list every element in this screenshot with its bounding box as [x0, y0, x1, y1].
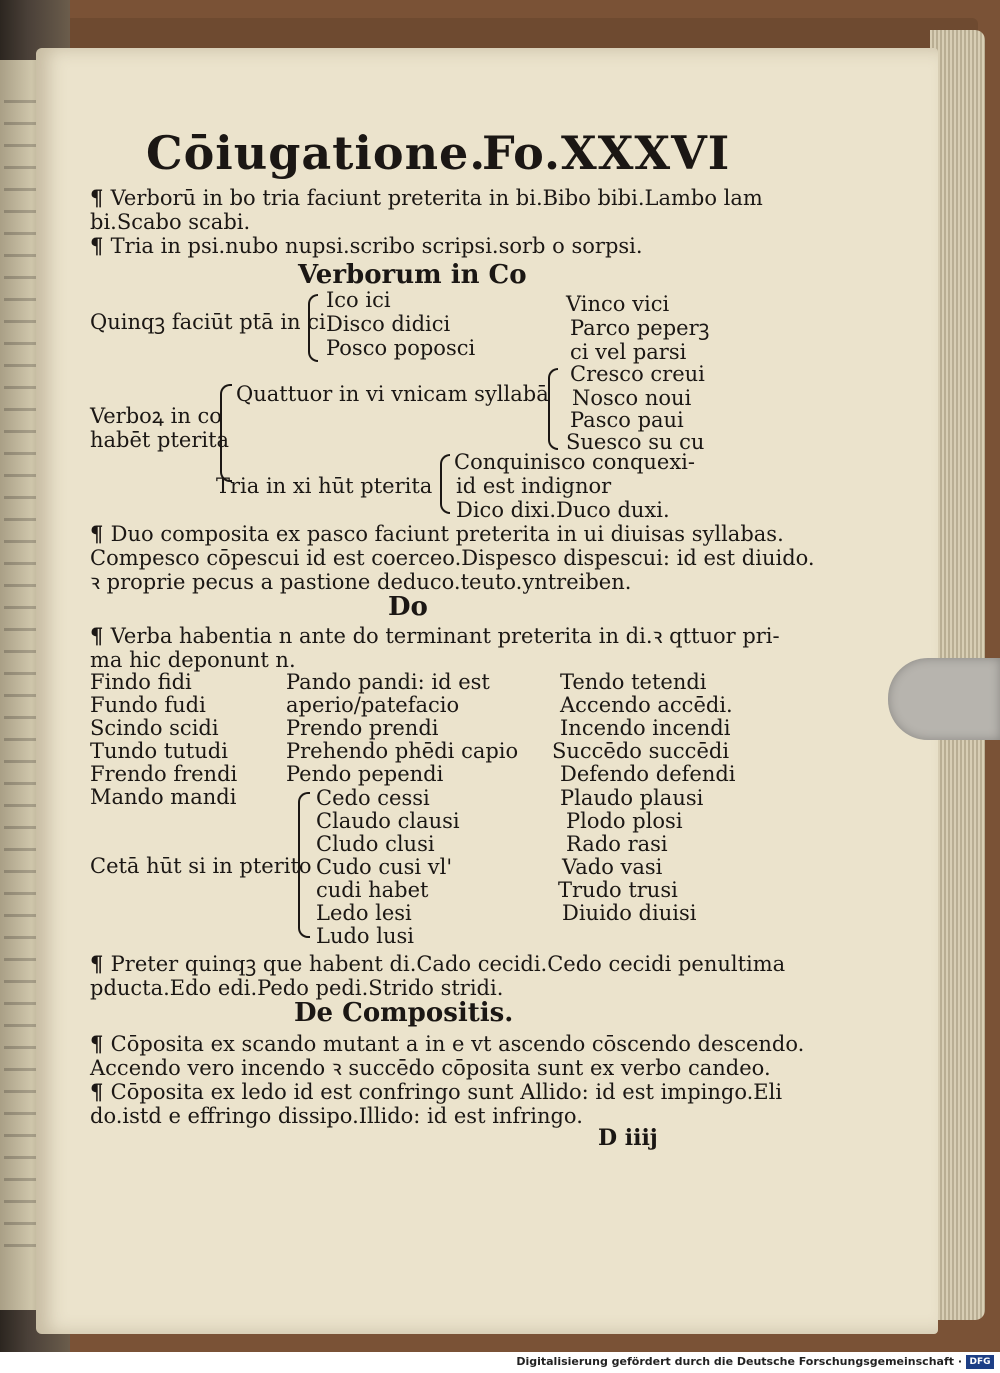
verb-form: Tendo tetendi — [560, 670, 707, 694]
table-label: habēt pterita — [90, 428, 230, 452]
verb-form: Suesco su cu — [566, 430, 705, 454]
funding-credit: Digitalisierung gefördert durch die Deutsche Forschungsgemeinschaft · — [516, 1355, 962, 1368]
text-line: ¶ Cōposita ex scando mutant a in e vt ascendo cōscendo descendo. — [90, 1031, 805, 1056]
verb-form: Posco poposci — [326, 336, 476, 360]
verb-form: Pasco paui — [570, 408, 684, 432]
verb-form: Claudo clausi — [316, 809, 460, 833]
verb-form: Cludo clusi — [316, 832, 435, 856]
verb-form: Vado vasi — [562, 855, 663, 879]
verb-form: id est indignor — [456, 474, 612, 498]
signature-mark: D iiij — [598, 1125, 658, 1151]
right-page — [36, 48, 938, 1334]
text-line: ¶ Verba habentia n ante do terminant preterita in di.ꝛ qttuor pri- — [90, 623, 780, 648]
text-line: do.istd e effringo dissipo.Illido: id est infringo. — [90, 1104, 583, 1128]
verb-form: Pendo pependi — [286, 762, 444, 786]
verb-form: Plodo plosi — [566, 809, 683, 833]
footer-bar — [0, 1352, 1000, 1373]
verb-form: Nosco noui — [572, 386, 692, 410]
section-heading: Verborum in Co — [298, 260, 527, 290]
verb-form: aperio/patefacio — [286, 693, 460, 717]
verb-form: Fundo fudi — [90, 693, 206, 717]
text-line: pducta.Edo edi.Pedo pedi.Strido stridi. — [90, 976, 504, 1000]
page-clip — [888, 658, 1000, 740]
text-line: ꝛ proprie pecus a pastione deduco.teuto.yntreiben. — [90, 570, 632, 594]
text-line: Accendo vero incendo ꝛ succēdo cōposita sunt ex verbo candeo. — [90, 1056, 771, 1080]
paragraph-mark-icon: ¶ — [90, 521, 111, 546]
paragraph-mark-icon: ¶ — [90, 185, 111, 210]
verb-form: Accendo accēdi. — [560, 693, 733, 717]
table-label: Quattuor in vi vnicam syllabā — [236, 382, 549, 406]
verb-form: Conquinisco conquexi- — [454, 450, 695, 474]
verb-form: Cudo cusi vl' — [316, 855, 453, 879]
text-line: ¶ Verborū in bo tria faciunt preterita in bi.Bibo bibi.Lambo lam — [90, 185, 763, 210]
running-header-folio: Fo.XXXVI — [482, 126, 731, 180]
verb-form: Incendo incendi — [560, 716, 731, 740]
verb-form: Cedo cessi — [316, 786, 430, 810]
verb-form: Frendo frendi — [90, 762, 238, 786]
verb-form: Mando mandi — [90, 785, 237, 809]
verb-form: Scindo scidi — [90, 716, 219, 740]
verb-form: Defendo defendi — [560, 762, 736, 786]
brace-icon — [548, 368, 558, 450]
verb-form: Diuido diuisi — [562, 901, 697, 925]
verb-form: Trudo trusi — [558, 878, 678, 902]
verb-form: Ico ici — [326, 288, 391, 312]
verb-form: ci vel parsi — [570, 340, 687, 364]
text-line: ma hic deponunt n. — [90, 648, 296, 672]
text-line: Compesco cōpescui id est coerceo.Dispesco dispescui: id est diuido. — [90, 546, 815, 570]
verb-form: Tundo tutudi — [90, 739, 228, 763]
paragraph-mark-icon: ¶ — [90, 951, 111, 976]
verb-form: Rado rasi — [566, 832, 668, 856]
text-line: ¶ Tria in psi.nubo nupsi.scribo scripsi.sorb o sorpsi. — [90, 233, 643, 258]
verb-form: Findo fidi — [90, 670, 192, 694]
verb-form: Pando pandi: id est — [286, 670, 490, 694]
verb-form: Prendo prendi — [286, 716, 439, 740]
table-label: Cetā hūt si in pterito — [90, 854, 312, 878]
text-line: ¶ Preter quinqꝫ que habent di.Cado cecidi.Cedo cecidi penultima — [90, 951, 786, 976]
verb-form: Prehendo phēdi capio — [286, 739, 519, 763]
verb-form: Ledo lesi — [316, 901, 412, 925]
paragraph-mark-icon: ¶ — [90, 1031, 111, 1056]
paragraph-mark-icon: ¶ — [90, 623, 111, 648]
brace-icon — [308, 294, 318, 362]
table-label: Quinqꝫ faciūt ptā in ci — [90, 310, 326, 334]
running-header-left: Cōiugatione. — [146, 126, 487, 180]
verb-form: Ludo lusi — [316, 924, 414, 948]
brace-icon — [440, 454, 450, 514]
section-heading: De Compositis. — [294, 998, 514, 1028]
verb-form: Plaudo plausi — [560, 786, 704, 810]
table-label: Verboꝝ in co — [90, 404, 222, 428]
verb-form: Dico dixi.Duco duxi. — [456, 498, 670, 522]
verb-form: Succēdo succēdi — [552, 739, 730, 763]
verb-form: Parco peperꝫ — [570, 316, 710, 340]
dfg-logo-icon: DFG — [966, 1355, 994, 1369]
verb-form: cudi habet — [316, 878, 429, 902]
text-line: ¶ Duo composita ex pasco faciunt preterita in ui diuisas syllabas. — [90, 521, 784, 546]
section-heading: Do — [388, 592, 428, 622]
verb-form: Cresco creui — [570, 362, 705, 386]
left-page-text — [4, 100, 38, 1250]
text-line: bi.Scabo scabi. — [90, 210, 251, 234]
text-line: ¶ Cōposita ex ledo id est confringo sunt Allido: id est impingo.Eli — [90, 1079, 783, 1104]
paragraph-mark-icon: ¶ — [90, 233, 111, 258]
table-label: Tria in xi hūt pterita — [216, 474, 433, 498]
verb-form: Vinco vici — [566, 292, 670, 316]
verb-form: Disco didici — [326, 312, 451, 336]
paragraph-mark-icon: ¶ — [90, 1079, 111, 1104]
